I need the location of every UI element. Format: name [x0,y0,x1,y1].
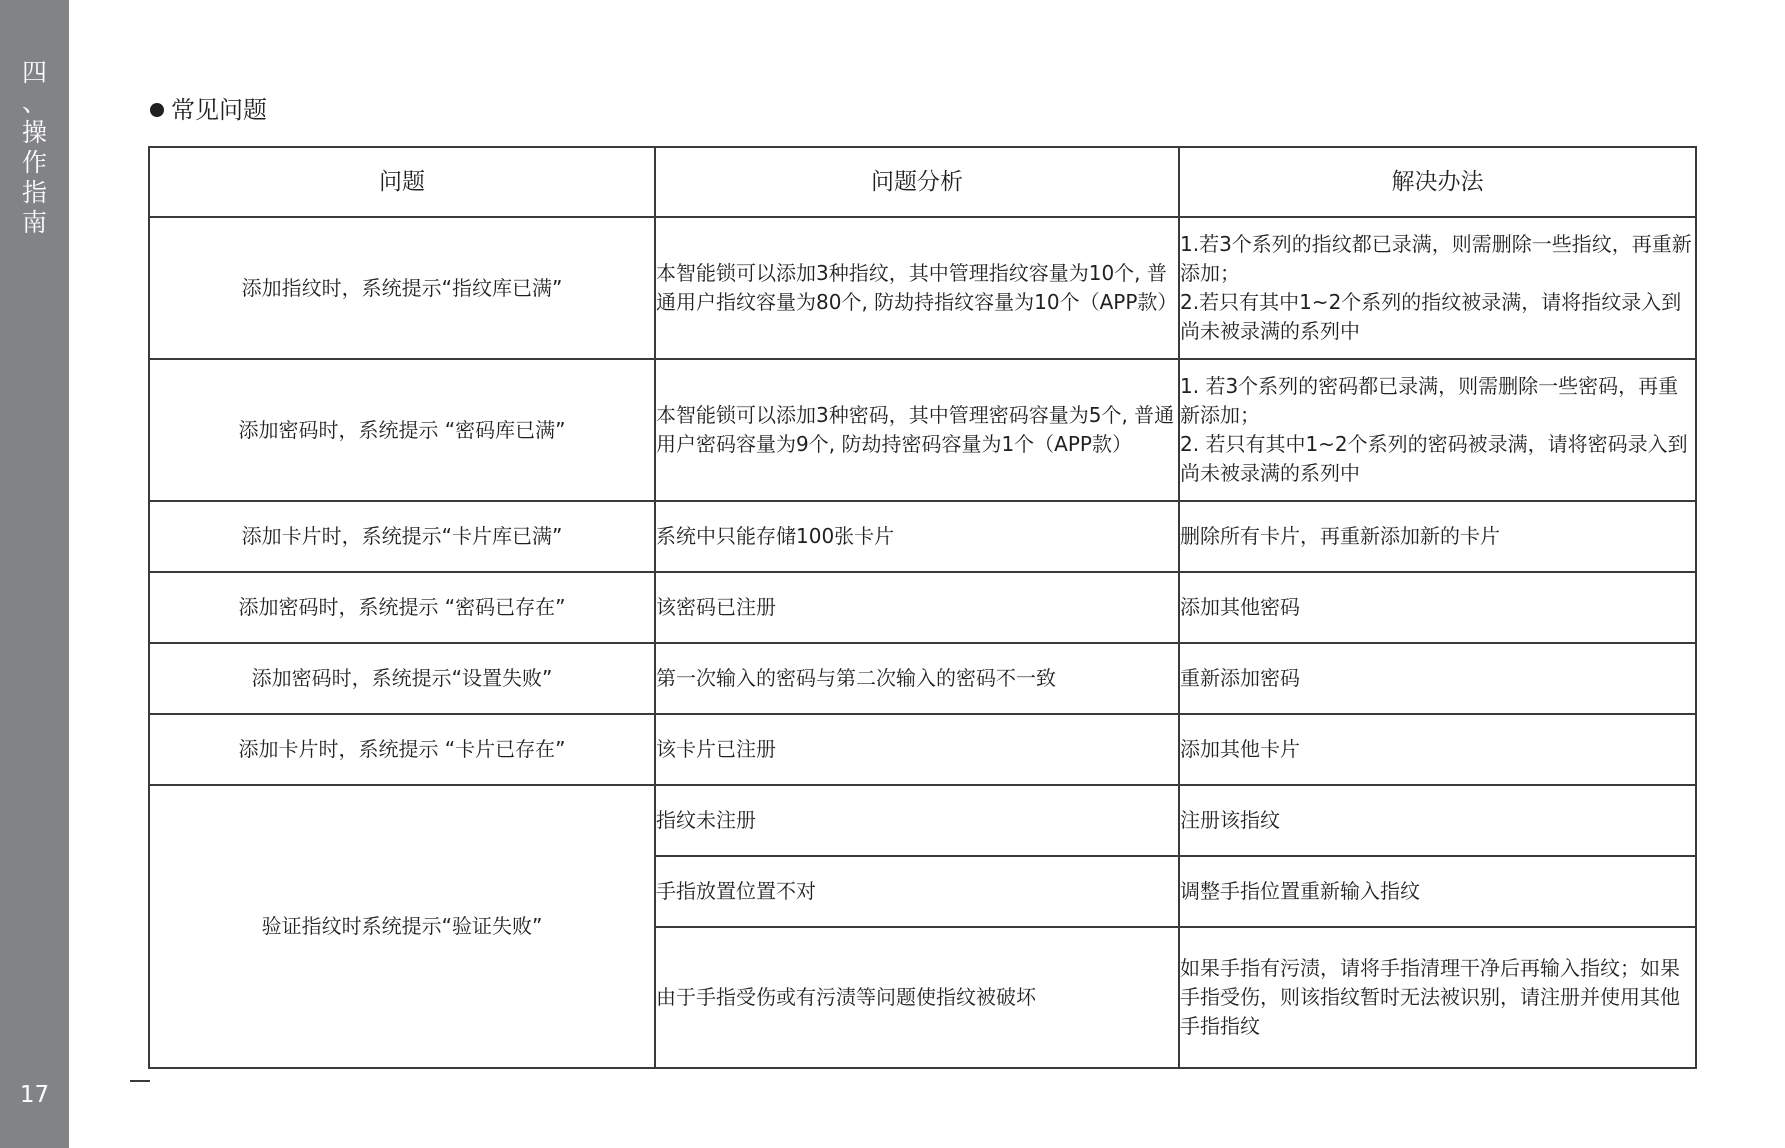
header-solution: 解决办法 [1179,147,1696,217]
section-title: 常见问题 [171,96,267,124]
solution-cell: 删除所有卡片，再重新添加新的卡片 [1179,501,1696,572]
solution-cell [1179,217,1696,359]
problem-cell: 添加卡片时，系统提示 “卡片已存在” [149,714,655,785]
faq-table [148,146,1697,1069]
solution-step: 2.若只有其中1~2个系列的指纹被录满，请将指纹录入到尚未被录满的系列中 [1180,290,1682,343]
chapter-char: 四 [21,58,47,87]
analysis-cell: 指纹未注册 [655,785,1179,856]
solution-cell: 添加其他卡片 [1179,714,1696,785]
table-row [149,359,1696,501]
chapter-char: 南 [21,208,47,237]
solution-cell: 调整手指位置重新输入指纹 [1179,856,1696,927]
solution-step: 2. 若只有其中1~2个系列的密码被录满，请将密码录入到尚未被录满的系列中 [1180,432,1688,485]
table-row [149,643,1696,714]
chapter-char: 操 [21,118,47,147]
table-row [149,572,1696,643]
analysis-cell: 由于手指受伤或有污渍等问题使指纹被破坏 [655,927,1179,1068]
header-analysis: 问题分析 [655,147,1179,217]
problem-cell: 添加密码时，系统提示“设置失败” [149,643,655,714]
analysis-cell: 手指放置位置不对 [655,856,1179,927]
table-row [149,501,1696,572]
header-problem: 问题 [149,147,655,217]
chapter-char: 作 [21,148,47,177]
analysis-cell: 系统中只能存储100张卡片 [655,501,1179,572]
analysis-cell: 本智能锁可以添加3种密码，其中管理密码容量为5个, 普通用户密码容量为9个, 防劫持密码容量为1个（APP款） [655,359,1179,501]
chapter-char: 、 [21,88,47,117]
problem-cell: 验证指纹时系统提示“验证失败” [149,785,655,1068]
table-row [149,785,1696,856]
analysis-cell: 第一次输入的密码与第二次输入的密码不一致 [655,643,1179,714]
chapter-title [0,58,69,238]
analysis-cell: 本智能锁可以添加3种指纹，其中管理指纹容量为10个, 普通用户指纹容量为80个, 防劫持指纹容量为10个（APP款） [655,217,1179,359]
solution-step: 1.若3个系列的指纹都已录满，则需删除一些指纹，再重新添加； [1180,232,1692,285]
page-number: 17 [19,1082,50,1108]
table-row [149,714,1696,785]
bottom-rule [130,1080,150,1082]
analysis-cell: 该卡片已注册 [655,714,1179,785]
solution-cell: 添加其他密码 [1179,572,1696,643]
section-heading [150,92,267,128]
problem-cell: 添加密码时，系统提示 “密码库已满” [149,359,655,501]
chapter-char: 指 [21,178,47,207]
sidebar [0,0,69,1148]
solution-cell [1179,359,1696,501]
problem-cell: 添加密码时，系统提示 “密码已存在” [149,572,655,643]
solution-cell: 重新添加密码 [1179,643,1696,714]
problem-cell: 添加卡片时，系统提示“卡片库已满” [149,501,655,572]
solution-cell: 如果手指有污渍，请将手指清理干净后再输入指纹；如果手指受伤，则该指纹暂时无法被识别，请注册并使用其他手指指纹 [1179,927,1696,1068]
table-header-row [149,147,1696,217]
problem-cell: 添加指纹时，系统提示“指纹库已满” [149,217,655,359]
bullet-icon [150,103,164,117]
analysis-cell: 该密码已注册 [655,572,1179,643]
solution-cell: 注册该指纹 [1179,785,1696,856]
table-row [149,217,1696,359]
solution-step: 1. 若3个系列的密码都已录满，则需删除一些密码，再重新添加； [1180,374,1679,427]
